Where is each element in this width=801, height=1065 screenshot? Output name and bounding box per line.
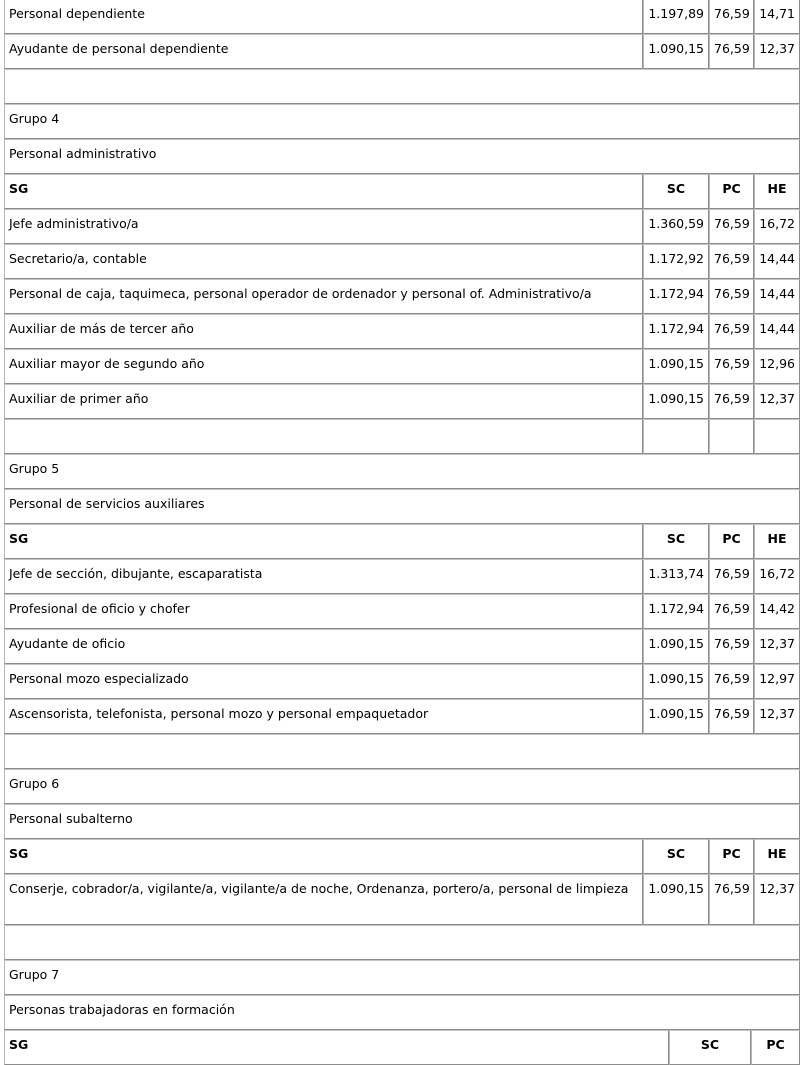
pc-value	[709, 699, 754, 734]
he-value	[754, 559, 800, 594]
pc-value-text: 76,59	[714, 321, 750, 336]
category-label-text: Personal dependiente	[9, 6, 145, 21]
section-title	[4, 104, 800, 139]
he-value-text: 12,96	[759, 356, 795, 371]
table-row	[4, 664, 800, 699]
section-title-row	[4, 454, 800, 489]
header-sg	[4, 1030, 669, 1065]
pc-value	[709, 874, 754, 925]
section-title-text: Personal subalterno	[9, 811, 133, 826]
sc-value-text: 1.090,15	[648, 636, 704, 651]
category-label-text: Jefe administrativo/a	[9, 216, 139, 231]
section-title-text: Grupo 5	[9, 461, 60, 476]
table-row	[4, 244, 800, 279]
category-label-text: Personal mozo especializado	[9, 671, 189, 686]
he-value	[754, 699, 800, 734]
he-value-text: 14,42	[759, 601, 795, 616]
table-row	[4, 314, 800, 349]
he-value	[754, 384, 800, 419]
sc-value-text: 1.090,15	[648, 391, 704, 406]
category-label	[4, 314, 643, 349]
category-label-text: Auxiliar mayor de segundo año	[9, 356, 205, 371]
category-label-text: Auxiliar de más de tercer año	[9, 321, 194, 336]
section-title-row	[4, 960, 800, 995]
section-title	[4, 139, 800, 174]
he-value	[754, 349, 800, 384]
category-label-text: Jefe de sección, dibujante, escaparatista	[9, 566, 263, 581]
section-title	[4, 995, 800, 1030]
pc-value	[709, 34, 754, 69]
section-title	[4, 769, 800, 804]
he-value-text: 16,72	[759, 216, 795, 231]
section-title-row	[4, 139, 800, 174]
sc-value	[643, 664, 709, 699]
sc-value-text: 1.172,94	[648, 321, 704, 336]
sc-value-text: 1.197,89	[648, 6, 704, 21]
section-title-row	[4, 804, 800, 839]
header-sg-text: SG	[9, 1037, 29, 1052]
pc-value-text: 76,59	[714, 286, 750, 301]
category-label-text: Ayudante de personal dependiente	[9, 41, 229, 56]
pc-value-text: 76,59	[714, 216, 750, 231]
category-label	[4, 384, 643, 419]
column-header-row	[4, 839, 800, 874]
he-value	[754, 0, 800, 34]
section-title-text: Personal administrativo	[9, 146, 157, 161]
header-he	[754, 174, 800, 209]
sc-value	[643, 874, 709, 925]
pc-value	[709, 384, 754, 419]
pc-value	[709, 0, 754, 34]
category-label-text: Ayudante de oficio	[9, 636, 126, 651]
category-label-text: Profesional de oficio y chofer	[9, 601, 190, 616]
he-value-text: 12,37	[759, 881, 795, 896]
pc-value	[709, 314, 754, 349]
section-title-row	[4, 995, 800, 1030]
pc-value-text: 76,59	[714, 6, 750, 21]
column-header-row	[4, 174, 800, 209]
table-row	[4, 629, 800, 664]
sc-value	[643, 314, 709, 349]
header-pc-text: PC	[722, 531, 741, 546]
header-pc	[709, 174, 754, 209]
category-label-text: Secretario/a, contable	[9, 251, 147, 266]
he-value-text: 12,97	[759, 671, 795, 686]
sc-value-text: 1.172,94	[648, 286, 704, 301]
he-value	[754, 209, 800, 244]
empty-sc-cell	[643, 419, 709, 454]
empty-row	[4, 419, 800, 454]
sc-value-text: 1.090,15	[648, 41, 704, 56]
sc-value-text: 1.090,15	[648, 356, 704, 371]
header-pc	[751, 1030, 800, 1065]
section-title-text: Grupo 4	[9, 111, 60, 126]
sc-value	[643, 209, 709, 244]
category-label	[4, 279, 643, 314]
he-value-text: 12,37	[759, 636, 795, 651]
he-value	[754, 34, 800, 69]
he-value-text: 16,72	[759, 566, 795, 581]
pc-value-text: 76,59	[714, 356, 750, 371]
table-row	[4, 279, 800, 314]
he-value	[754, 594, 800, 629]
pc-value	[709, 244, 754, 279]
he-value	[754, 244, 800, 279]
header-sc-text: SC	[666, 846, 686, 861]
category-label-text: Conserje, cobrador/a, vigilante/a, vigilante/a de noche, Ordenanza, portero/a, personal de limpieza	[9, 881, 629, 896]
header-sg-text: SG	[9, 846, 29, 861]
header-sc	[669, 1030, 751, 1065]
category-label	[4, 209, 643, 244]
pc-value-text: 76,59	[714, 566, 750, 581]
header-sc-text: SC	[666, 181, 686, 196]
header-sg	[4, 524, 643, 559]
section-title	[4, 489, 800, 524]
category-label	[4, 699, 643, 734]
table-row	[4, 34, 800, 69]
category-label	[4, 559, 643, 594]
header-sg-text: SG	[9, 181, 29, 196]
section-title-row	[4, 769, 800, 804]
pc-value	[709, 279, 754, 314]
table-row	[4, 384, 800, 419]
empty-pc-cell	[709, 419, 754, 454]
pc-value	[709, 594, 754, 629]
sc-value	[643, 349, 709, 384]
pc-value-text: 76,59	[714, 881, 750, 896]
sc-value	[643, 559, 709, 594]
he-value	[754, 314, 800, 349]
category-label-text: Auxiliar de primer año	[9, 391, 149, 406]
header-pc	[709, 839, 754, 874]
header-sc	[643, 839, 709, 874]
pc-value-text: 76,59	[714, 251, 750, 266]
sc-value	[643, 279, 709, 314]
header-sc	[643, 174, 709, 209]
table-row	[4, 874, 800, 925]
sc-value	[643, 594, 709, 629]
header-sg	[4, 174, 643, 209]
he-value	[754, 874, 800, 925]
pc-value-text: 76,59	[714, 41, 750, 56]
he-value	[754, 629, 800, 664]
sc-value-text: 1.360,59	[648, 216, 704, 231]
category-label	[4, 34, 643, 69]
table-row	[4, 0, 800, 34]
section-title-row	[4, 489, 800, 524]
pc-value	[709, 209, 754, 244]
table-row	[4, 559, 800, 594]
category-label	[4, 874, 643, 925]
header-pc-text: PC	[722, 846, 741, 861]
header-sg-text: SG	[9, 531, 29, 546]
section-title-text: Personal de servicios auxiliares	[9, 496, 205, 511]
header-he-text: HE	[767, 531, 787, 546]
table-row	[4, 209, 800, 244]
spacer-cell	[4, 734, 800, 769]
section-title	[4, 454, 800, 489]
spacer-row	[4, 734, 800, 769]
pc-value	[709, 349, 754, 384]
category-label	[4, 349, 643, 384]
column-header-row	[4, 1030, 800, 1065]
section-title	[4, 804, 800, 839]
header-he-text: HE	[767, 181, 787, 196]
sc-value	[643, 0, 709, 34]
pc-value	[709, 664, 754, 699]
header-sg	[4, 839, 643, 874]
pc-value-text: 76,59	[714, 671, 750, 686]
empty-label-cell	[4, 419, 643, 454]
he-value-text: 14,44	[759, 251, 795, 266]
section-title-text: Grupo 7	[9, 967, 60, 982]
category-label	[4, 629, 643, 664]
sc-value	[643, 699, 709, 734]
section-title-row	[4, 104, 800, 139]
he-value-text: 12,37	[759, 41, 795, 56]
sc-value	[643, 244, 709, 279]
he-value-text: 12,37	[759, 706, 795, 721]
header-sc	[643, 524, 709, 559]
pc-value-text: 76,59	[714, 391, 750, 406]
header-pc-text: PC	[766, 1037, 785, 1052]
pc-value-text: 76,59	[714, 636, 750, 651]
table-row	[4, 349, 800, 384]
header-he-text: HE	[767, 846, 787, 861]
header-he	[754, 524, 800, 559]
category-label	[4, 594, 643, 629]
header-sc-text: SC	[700, 1037, 720, 1052]
column-header-row	[4, 524, 800, 559]
he-value-text: 14,44	[759, 286, 795, 301]
sc-value	[643, 34, 709, 69]
sc-value-text: 1.090,15	[648, 671, 704, 686]
table-row	[4, 699, 800, 734]
category-label	[4, 664, 643, 699]
sc-value-text: 1.313,74	[648, 566, 704, 581]
section-title-text: Grupo 6	[9, 776, 60, 791]
he-value-text: 14,71	[759, 6, 795, 21]
category-label	[4, 244, 643, 279]
pc-value-text: 76,59	[714, 706, 750, 721]
section-title	[4, 960, 800, 995]
sc-value-text: 1.090,15	[648, 706, 704, 721]
category-label-text: Ascensorista, telefonista, personal mozo y personal empaquetador	[9, 706, 429, 721]
he-value-text: 12,37	[759, 391, 795, 406]
header-pc	[709, 524, 754, 559]
he-value	[754, 664, 800, 699]
sc-value-text: 1.172,92	[648, 251, 704, 266]
spacer-cell	[4, 925, 800, 960]
he-value	[754, 279, 800, 314]
header-sc-text: SC	[666, 531, 686, 546]
header-pc-text: PC	[722, 181, 741, 196]
he-value-text: 14,44	[759, 321, 795, 336]
pc-value	[709, 559, 754, 594]
header-he	[754, 839, 800, 874]
section-title-text: Personas trabajadoras en formación	[9, 1002, 235, 1017]
pc-value	[709, 629, 754, 664]
spacer-cell	[4, 69, 800, 104]
category-label	[4, 0, 643, 34]
empty-he-cell	[754, 419, 800, 454]
sc-value-text: 1.090,15	[648, 881, 704, 896]
spacer-row	[4, 925, 800, 960]
sc-value	[643, 629, 709, 664]
spacer-row	[4, 69, 800, 104]
sc-value-text: 1.172,94	[648, 601, 704, 616]
category-label-text: Personal de caja, taquimeca, personal operador de ordenador y personal of. Administrativo/a	[9, 286, 592, 301]
pc-value-text: 76,59	[714, 601, 750, 616]
sc-value	[643, 384, 709, 419]
table-row	[4, 594, 800, 629]
